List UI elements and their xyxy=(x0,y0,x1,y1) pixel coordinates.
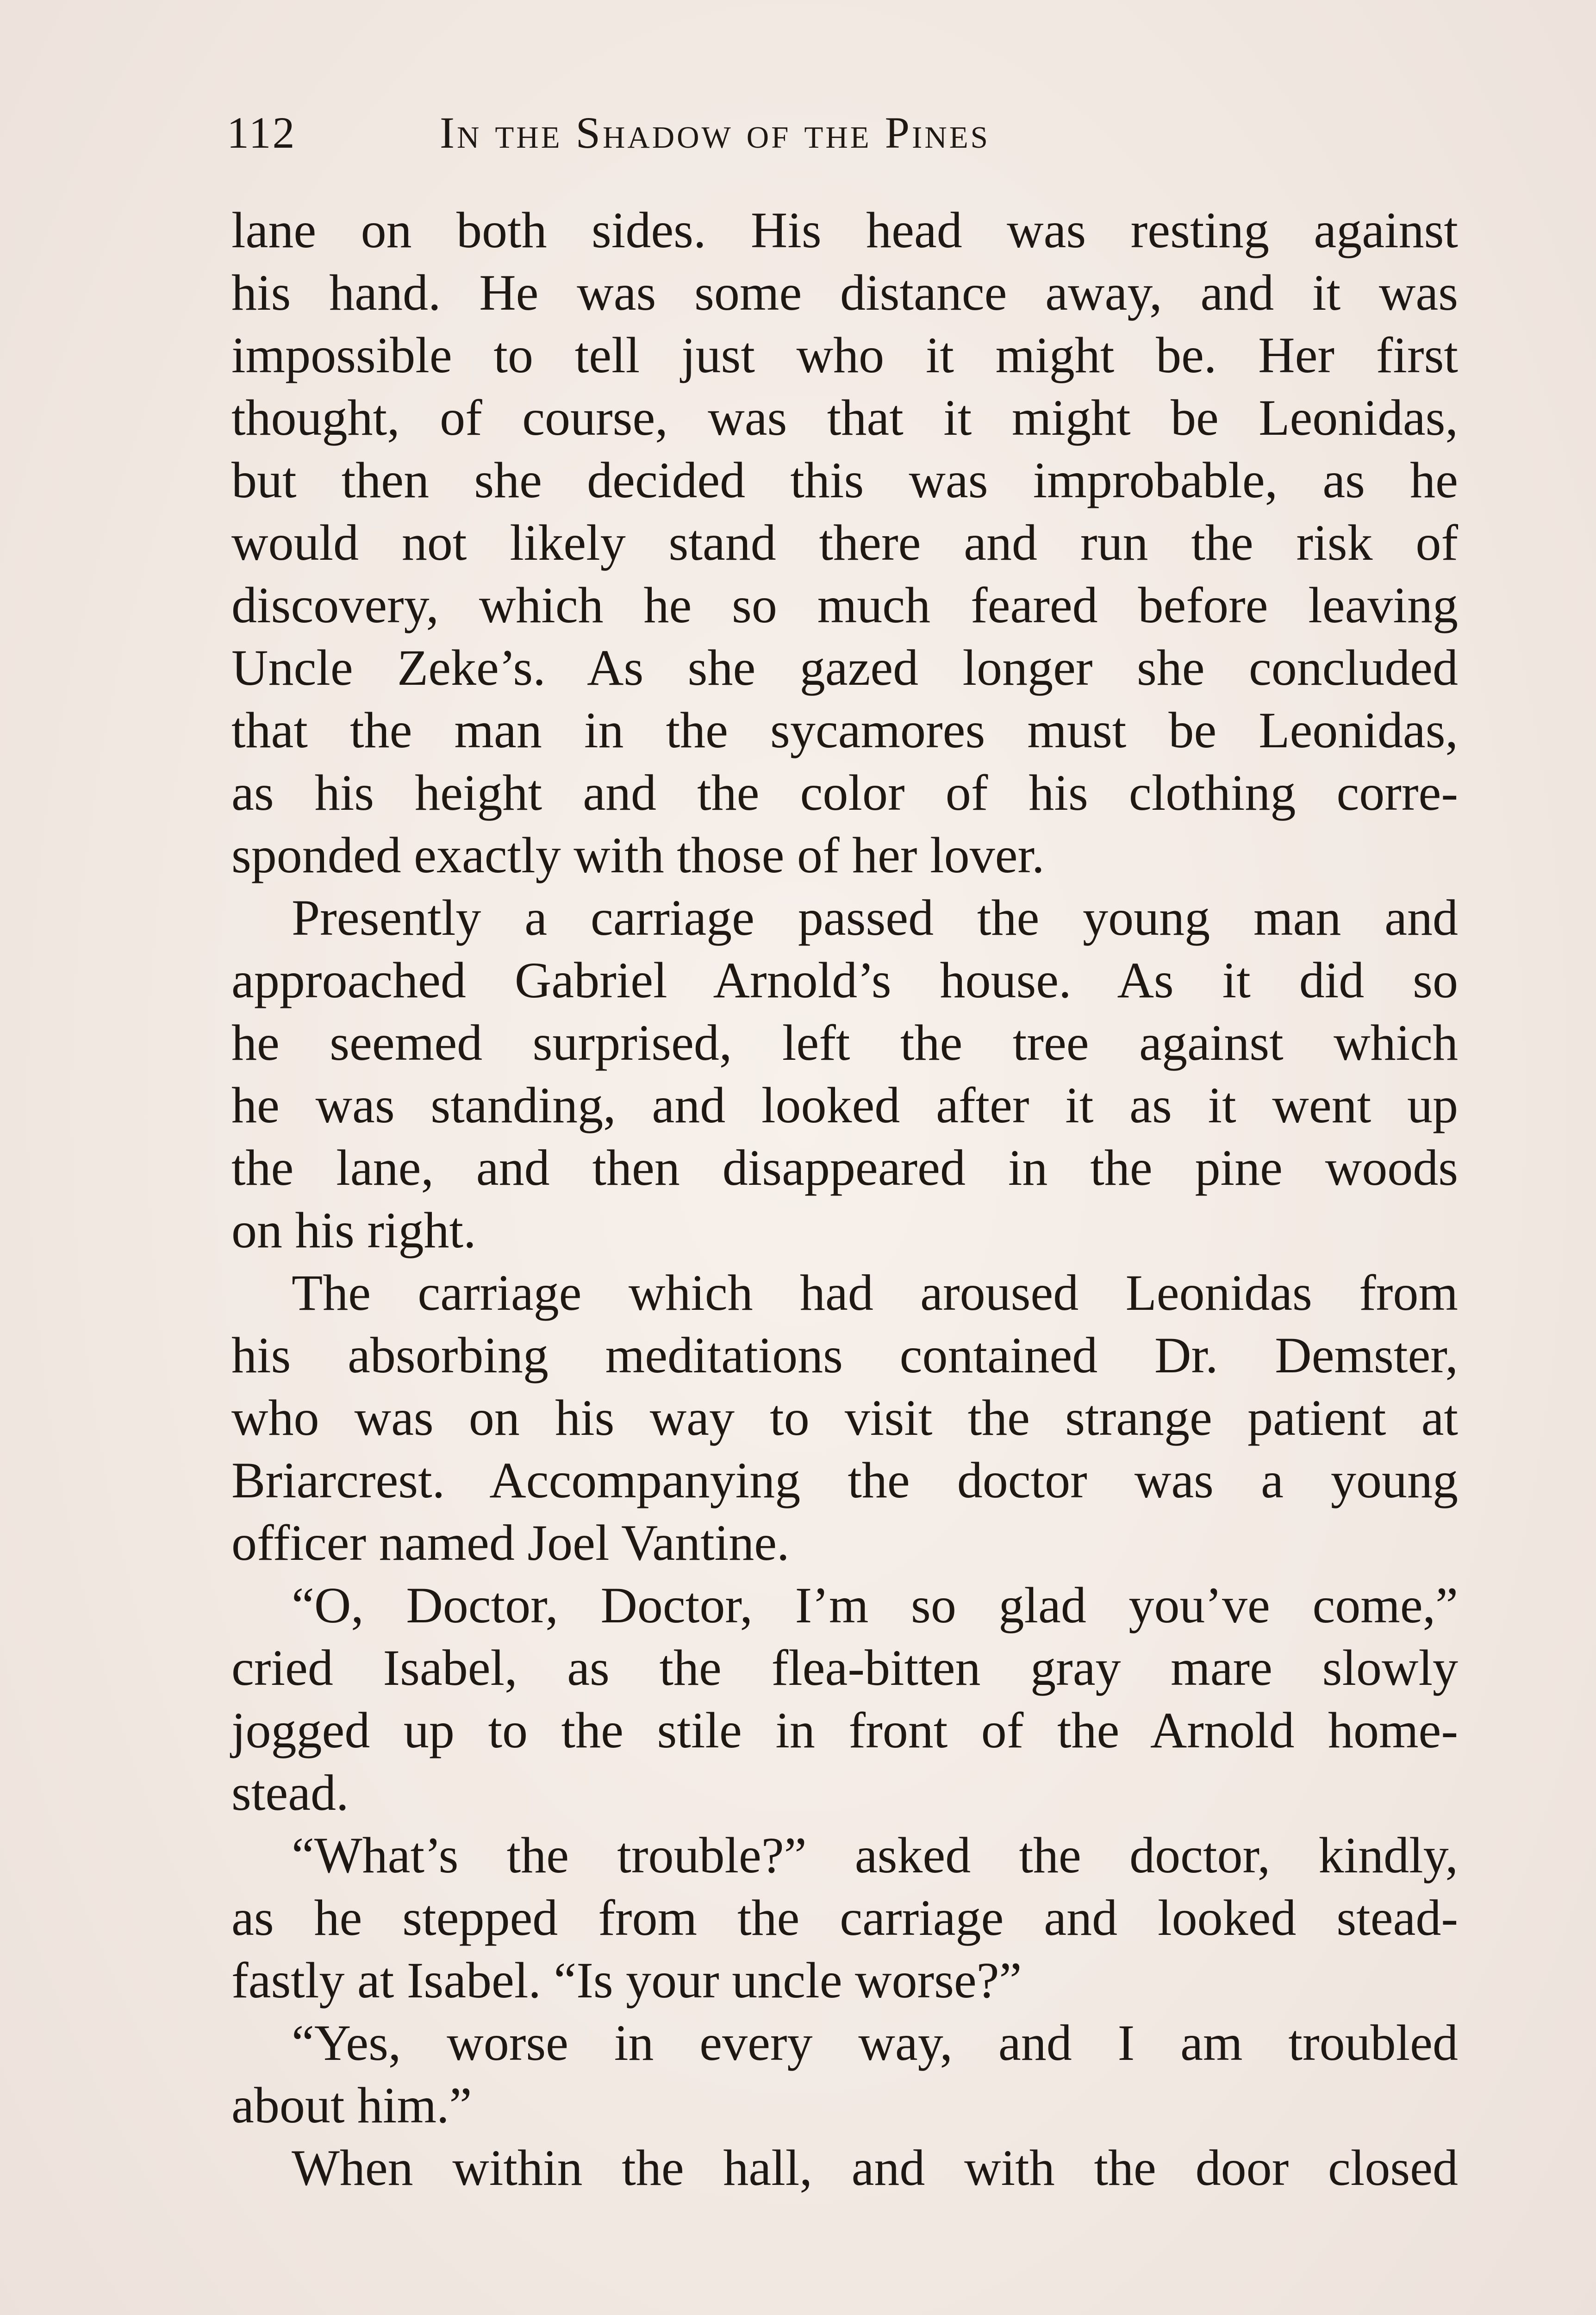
text-line: cried Isabel, as the flea-bitten gray mare slowly xyxy=(231,1639,1458,1696)
text-line: The carriage which had aroused Leonidas from xyxy=(292,1264,1458,1321)
running-title: In the Shadow of the Pines xyxy=(440,108,990,157)
text-line: he was standing, and looked after it as it went up xyxy=(231,1077,1458,1133)
text-line: that the man in the sycamores must be Leonidas, xyxy=(231,702,1458,758)
text-line: but then she decided this was improbable, as he xyxy=(231,452,1458,508)
text-line: lane on both sides. His head was resting against xyxy=(231,202,1458,258)
text-line: would not likely stand there and run the risk of xyxy=(231,514,1458,571)
text-line: he seemed surprised, left the tree against which xyxy=(231,1014,1458,1071)
text-line: as he stepped from the carriage and looked stead- xyxy=(231,1890,1458,1946)
text-line: his hand. He was some distance away, and it was xyxy=(231,264,1458,321)
text-line: Presently a carriage passed the young man and xyxy=(292,889,1458,946)
text-line: impossible to tell just who it might be. Her first xyxy=(231,327,1458,383)
text-line: who was on his way to visit the strange patient at xyxy=(231,1389,1458,1446)
text-line: Uncle Zeke’s. As she gazed longer she concluded xyxy=(231,639,1458,696)
text-line: as his height and the color of his clothing corre- xyxy=(231,764,1458,821)
text-line: thought, of course, was that it might be Leonidas, xyxy=(231,389,1458,446)
text-line: about him.” xyxy=(231,2077,472,2134)
text-line: When within the hall, and with the door closed xyxy=(292,2140,1458,2196)
text-line: the lane, and then disappeared in the pine woods xyxy=(231,1139,1458,1196)
text-line: his absorbing meditations contained Dr. Demster, xyxy=(231,1327,1458,1383)
page-number: 112 xyxy=(227,108,296,157)
text-line: discovery, which he so much feared before leaving xyxy=(231,577,1458,633)
text-line: stead. xyxy=(231,1764,349,1821)
text-line: sponded exactly with those of her lover. xyxy=(231,827,1045,883)
body-text xyxy=(231,199,1458,2199)
text-line: approached Gabriel Arnold’s house. As it did so xyxy=(231,952,1458,1008)
running-header xyxy=(227,103,1477,163)
text-line: on his right. xyxy=(231,1202,476,1258)
text-line: fastly at Isabel. “Is your uncle worse?” xyxy=(231,1952,1022,2008)
text-line: Briarcrest. Accompanying the doctor was a young xyxy=(231,1452,1458,1508)
text-line: “Yes, worse in every way, and I am troubled xyxy=(292,2015,1458,2071)
text-line: “O, Doctor, Doctor, I’m so glad you’ve come,” xyxy=(292,1577,1458,1633)
text-line: jogged up to the stile in front of the Arnold home- xyxy=(231,1702,1458,1758)
text-line: officer named Joel Vantine. xyxy=(231,1514,790,1571)
text-line: “What’s the trouble?” asked the doctor, kindly, xyxy=(292,1827,1458,1883)
